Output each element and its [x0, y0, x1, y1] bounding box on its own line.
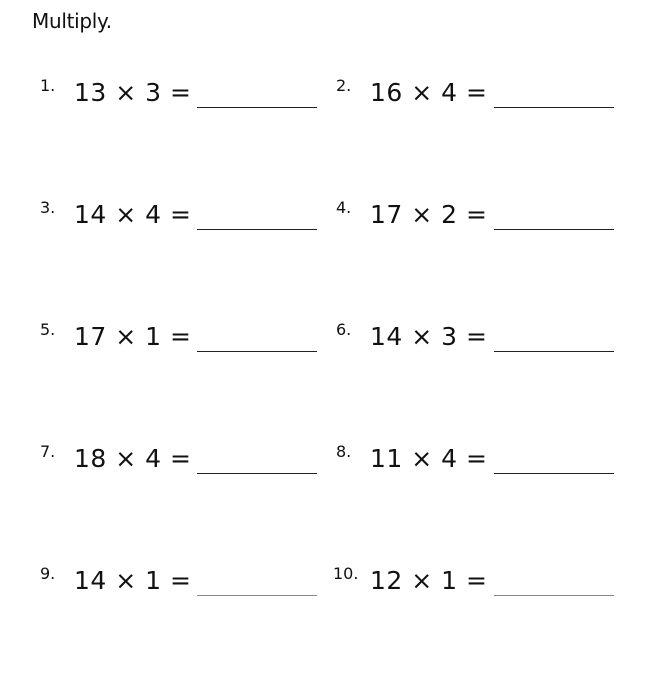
- problem-expression: 17 × 2 =: [370, 200, 488, 229]
- problem-number: 2.: [336, 76, 352, 95]
- answer-field-6[interactable]: [494, 351, 614, 352]
- problem-expression: 14 × 4 =: [74, 200, 192, 229]
- answer-field-5[interactable]: [197, 351, 317, 352]
- answer-field-3[interactable]: [197, 229, 317, 230]
- answer-field-7[interactable]: [197, 473, 317, 474]
- problem-expression: 18 × 4 =: [74, 444, 192, 473]
- problem-number: 9.: [40, 564, 56, 583]
- problem-expression: 17 × 1 =: [74, 322, 192, 351]
- problem-expression: 14 × 1 =: [74, 566, 192, 595]
- problem-number: 1.: [40, 76, 56, 95]
- problem-expression: 11 × 4 =: [370, 444, 488, 473]
- problem-number: 7.: [40, 442, 56, 461]
- answer-field-10[interactable]: [494, 595, 614, 596]
- answer-field-8[interactable]: [494, 473, 614, 474]
- problem-expression: 16 × 4 =: [370, 78, 488, 107]
- problem-expression: 14 × 3 =: [370, 322, 488, 351]
- problem-number: 3.: [40, 198, 56, 217]
- answer-field-2[interactable]: [494, 107, 614, 108]
- problem-expression: 12 × 1 =: [370, 566, 488, 595]
- answer-field-1[interactable]: [197, 107, 317, 108]
- problem-number: 8.: [336, 442, 352, 461]
- instruction-heading: Multiply.: [32, 9, 112, 33]
- problem-number: 10.: [333, 564, 359, 583]
- answer-field-4[interactable]: [494, 229, 614, 230]
- problem-number: 5.: [40, 320, 56, 339]
- problem-expression: 13 × 3 =: [74, 78, 192, 107]
- problem-number: 6.: [336, 320, 352, 339]
- answer-field-9[interactable]: [197, 595, 317, 596]
- problem-number: 4.: [336, 198, 352, 217]
